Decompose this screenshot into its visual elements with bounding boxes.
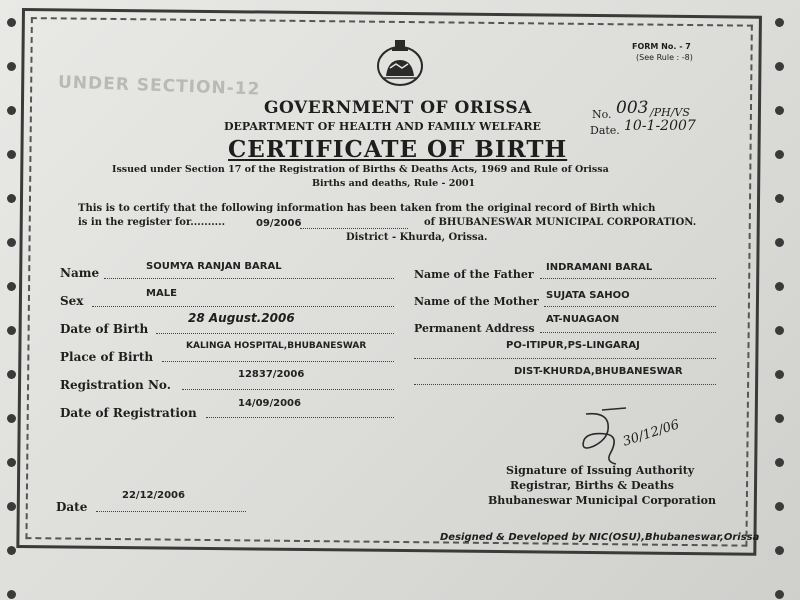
tractor-hole <box>7 370 16 379</box>
name-label: Name <box>60 266 100 280</box>
issue-date-value: 22/12/2006 <box>122 490 185 501</box>
tractor-hole <box>775 458 784 467</box>
tractor-hole <box>7 150 16 159</box>
father-name-label: Name of the Father <box>414 268 534 281</box>
see-rule: (See Rule : -8) <box>636 53 693 62</box>
certificate-number-value: 003 <box>616 98 649 118</box>
tractor-hole <box>775 546 784 555</box>
tractor-hole <box>7 326 16 335</box>
tractor-hole <box>775 370 784 379</box>
tractor-hole <box>775 106 784 115</box>
signature-date: 30/12/06 <box>621 417 682 450</box>
tractor-hole <box>7 18 16 27</box>
mother-name-value: SUJATA SAHOO <box>546 290 630 301</box>
certify-line2-start: is in the register for.......... <box>78 217 226 228</box>
tractor-hole <box>7 194 16 203</box>
tractor-hole <box>775 150 784 159</box>
tractor-hole <box>775 238 784 247</box>
father-name-value: INDRAMANI BARAL <box>546 262 653 273</box>
footer-credit: Designed & Developed by NIC(OSU),Bhubaneswar,Orissa <box>440 532 760 543</box>
issue-date-label: Date <box>56 500 88 514</box>
address-line1-dotted-line <box>540 332 716 333</box>
address-line3-dotted-line <box>414 384 716 385</box>
register-dotted-line <box>300 228 408 229</box>
tractor-hole <box>775 18 784 27</box>
sex-label: Sex <box>60 294 84 308</box>
tractor-hole <box>775 414 784 423</box>
tractor-hole <box>775 62 784 71</box>
date-of-registration-label: Date of Registration <box>60 406 197 420</box>
tractor-hole <box>7 282 16 291</box>
certificate-number-label: No. <box>592 108 612 121</box>
authority-corporation-label: Bhubaneswar Municipal Corporation <box>488 494 717 507</box>
place-of-birth-dotted-line <box>162 361 394 362</box>
tractor-hole <box>7 458 16 467</box>
department-heading: DEPARTMENT OF HEALTH AND FAMILY WELFARE <box>224 120 541 133</box>
address-line3-value: DIST-KHURDA,BHUBANESWAR <box>514 366 683 377</box>
tractor-hole <box>775 282 784 291</box>
registration-number-dotted-line <box>182 389 394 390</box>
certificate-title: CERTIFICATE OF BIRTH <box>228 136 568 163</box>
tractor-hole <box>7 590 16 599</box>
place-of-birth-label: Place of Birth <box>60 350 154 364</box>
permanent-address-label: Permanent Address <box>414 322 535 335</box>
father-name-dotted-line <box>540 278 716 279</box>
tractor-hole <box>775 502 784 511</box>
address-line2-dotted-line <box>414 358 716 359</box>
authority-registrar-label: Registrar, Births & Deaths <box>510 479 674 492</box>
tractor-hole <box>7 546 16 555</box>
date-of-registration-value: 14/09/2006 <box>238 398 301 409</box>
mother-name-label: Name of the Mother <box>414 295 539 308</box>
form-number: FORM No. - 7 <box>632 42 691 51</box>
tractor-holes-right <box>770 0 790 600</box>
name-dotted-line <box>104 278 394 279</box>
tractor-hole <box>775 590 784 599</box>
tractor-hole <box>7 414 16 423</box>
certificate-number-suffix: /PH/VS <box>650 106 690 119</box>
sex-value: MALE <box>146 288 177 299</box>
state-emblem-icon <box>374 38 426 88</box>
address-line1-value: AT-NUAGAON <box>546 314 620 325</box>
sex-dotted-line <box>92 306 394 307</box>
date-of-registration-dotted-line <box>206 417 394 418</box>
government-heading: GOVERNMENT OF ORISSA <box>264 98 532 118</box>
date-of-birth-value: 28 August.2006 <box>188 311 295 325</box>
tractor-hole <box>7 62 16 71</box>
certify-line1: This is to certify that the following information has been taken from the original record of Birth which <box>78 203 656 214</box>
certificate-date-value: 10-1-2007 <box>624 118 696 134</box>
authority-signature-label: Signature of Issuing Authority <box>506 464 695 477</box>
certificate-date-label: Date. <box>590 124 620 137</box>
tractor-hole <box>7 502 16 511</box>
certify-line3: District - Khurda, Orissa. <box>346 232 488 243</box>
tractor-hole <box>7 106 16 115</box>
tractor-hole <box>7 238 16 247</box>
date-of-birth-label: Date of Birth <box>60 322 149 336</box>
issued-under-line1: Issued under Section 17 of the Registration of Births & Deaths Acts, 1969 and Rule of Orissa <box>112 164 609 175</box>
certify-line2-end: of BHUBANESWAR MUNICIPAL CORPORATION. <box>424 217 697 228</box>
tractor-hole <box>775 326 784 335</box>
name-value: SOUMYA RANJAN BARAL <box>146 261 282 272</box>
mother-name-dotted-line <box>544 306 716 307</box>
date-of-birth-dotted-line <box>156 333 394 334</box>
place-of-birth-value: KALINGA HOSPITAL,BHUBANESWAR <box>186 341 367 351</box>
registration-number-value: 12837/2006 <box>238 369 305 380</box>
issue-date-dotted-line <box>96 511 246 512</box>
address-line2-value: PO-ITIPUR,PS-LINGARAJ <box>506 340 640 351</box>
issued-under-line2: Births and deaths, Rule - 2001 <box>312 178 476 189</box>
watermark-stamp: UNDER SECTION-12 <box>57 72 261 100</box>
register-period-value: 09/2006 <box>256 218 302 229</box>
registration-number-label: Registration No. <box>60 378 171 392</box>
tractor-hole <box>775 194 784 203</box>
